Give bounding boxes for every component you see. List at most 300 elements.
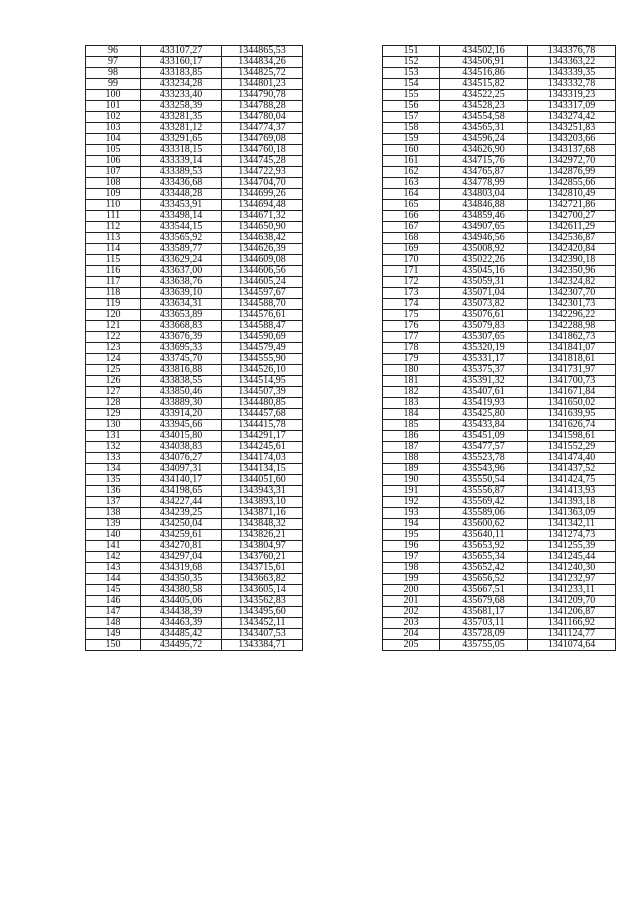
table-row [86, 398, 303, 409]
x-coordinate-cell: 435076,61 [440, 310, 528, 321]
point-number-cell: 98 [86, 68, 141, 79]
y-coordinate-cell: 1341552,29 [528, 442, 616, 453]
x-coordinate-cell: 433318,15 [141, 145, 222, 156]
y-coordinate-cell: 1343663,82 [222, 574, 303, 585]
point-number-cell: 188 [383, 453, 440, 464]
y-coordinate-cell: 1344769,08 [222, 134, 303, 145]
table-row [86, 68, 303, 79]
y-coordinate-cell: 1342420,84 [528, 244, 616, 255]
table-row [86, 354, 303, 365]
point-number-cell: 165 [383, 200, 440, 211]
point-number-cell: 168 [383, 233, 440, 244]
y-coordinate-cell: 1341166,92 [528, 618, 616, 629]
table-row [86, 530, 303, 541]
x-coordinate-cell: 434859,46 [440, 211, 528, 222]
table-row [383, 343, 616, 354]
point-number-cell: 159 [383, 134, 440, 145]
table-row [383, 123, 616, 134]
y-coordinate-cell: 1344245,61 [222, 442, 303, 453]
y-coordinate-cell: 1342972,70 [528, 156, 616, 167]
x-coordinate-cell: 434846,88 [440, 200, 528, 211]
table-row [86, 299, 303, 310]
coordinate-table-right [382, 45, 616, 651]
y-coordinate-cell: 1341209,70 [528, 596, 616, 607]
x-coordinate-cell: 434198,65 [141, 486, 222, 497]
y-coordinate-cell: 1343562,83 [222, 596, 303, 607]
point-number-cell: 102 [86, 112, 141, 123]
x-coordinate-cell: 435419,93 [440, 398, 528, 409]
table-row [383, 486, 616, 497]
x-coordinate-cell: 433453,91 [141, 200, 222, 211]
y-coordinate-cell: 1344576,61 [222, 310, 303, 321]
x-coordinate-cell: 435375,37 [440, 365, 528, 376]
y-coordinate-cell: 1343363,22 [528, 57, 616, 68]
y-coordinate-cell: 1342350,96 [528, 266, 616, 277]
point-number-cell: 169 [383, 244, 440, 255]
x-coordinate-cell: 433281,12 [141, 123, 222, 134]
table-row [383, 211, 616, 222]
table-row [383, 464, 616, 475]
point-number-cell: 174 [383, 299, 440, 310]
point-number-cell: 122 [86, 332, 141, 343]
x-coordinate-cell: 433850,46 [141, 387, 222, 398]
x-coordinate-cell: 434076,27 [141, 453, 222, 464]
x-coordinate-cell: 435320,19 [440, 343, 528, 354]
x-coordinate-cell: 435652,42 [440, 563, 528, 574]
x-coordinate-cell: 433629,24 [141, 255, 222, 266]
table-row [86, 178, 303, 189]
table-row [383, 387, 616, 398]
x-coordinate-cell: 435433,84 [440, 420, 528, 431]
y-coordinate-cell: 1344588,70 [222, 299, 303, 310]
x-coordinate-cell: 435523,78 [440, 453, 528, 464]
table-row [86, 596, 303, 607]
y-coordinate-cell: 1343137,68 [528, 145, 616, 156]
table-row [383, 90, 616, 101]
table-row [86, 321, 303, 332]
table-row [86, 453, 303, 464]
table-row [86, 343, 303, 354]
table-row [86, 618, 303, 629]
y-coordinate-cell: 1342301,73 [528, 299, 616, 310]
point-number-cell: 114 [86, 244, 141, 255]
y-coordinate-cell: 1342611,29 [528, 222, 616, 233]
x-coordinate-cell: 435589,06 [440, 508, 528, 519]
x-coordinate-cell: 435543,96 [440, 464, 528, 475]
y-coordinate-cell: 1344597,67 [222, 288, 303, 299]
y-coordinate-cell: 1343251,83 [528, 123, 616, 134]
point-number-cell: 176 [383, 321, 440, 332]
y-coordinate-cell: 1344606,56 [222, 266, 303, 277]
point-number-cell: 133 [86, 453, 141, 464]
point-number-cell: 118 [86, 288, 141, 299]
y-coordinate-cell: 1343943,31 [222, 486, 303, 497]
y-coordinate-cell: 1344699,26 [222, 189, 303, 200]
y-coordinate-cell: 1341074,64 [528, 640, 616, 651]
point-number-cell: 191 [383, 486, 440, 497]
table-row [383, 409, 616, 420]
x-coordinate-cell: 435640,11 [440, 530, 528, 541]
y-coordinate-cell: 1341206,87 [528, 607, 616, 618]
y-coordinate-cell: 1342810,49 [528, 189, 616, 200]
x-coordinate-cell: 433945,66 [141, 420, 222, 431]
table-row [383, 134, 616, 145]
table-row [383, 607, 616, 618]
y-coordinate-cell: 1343848,32 [222, 519, 303, 530]
x-coordinate-cell: 435728,09 [440, 629, 528, 640]
point-number-cell: 185 [383, 420, 440, 431]
point-number-cell: 129 [86, 409, 141, 420]
x-coordinate-cell: 434350,35 [141, 574, 222, 585]
point-number-cell: 120 [86, 310, 141, 321]
x-coordinate-cell: 435656,52 [440, 574, 528, 585]
table-row [86, 266, 303, 277]
y-coordinate-cell: 1342536,87 [528, 233, 616, 244]
table-row [86, 585, 303, 596]
x-coordinate-cell: 433291,65 [141, 134, 222, 145]
x-coordinate-cell: 434596,24 [440, 134, 528, 145]
table-row [86, 541, 303, 552]
y-coordinate-cell: 1343605,14 [222, 585, 303, 596]
table-row [86, 189, 303, 200]
table-row [86, 288, 303, 299]
table-row [383, 365, 616, 376]
table-row [383, 255, 616, 266]
table-row [383, 398, 616, 409]
x-coordinate-cell: 435550,54 [440, 475, 528, 486]
x-coordinate-cell: 434319,68 [141, 563, 222, 574]
y-coordinate-cell: 1343317,09 [528, 101, 616, 112]
point-number-cell: 198 [383, 563, 440, 574]
y-coordinate-cell: 1343495,60 [222, 607, 303, 618]
x-coordinate-cell: 434803,04 [440, 189, 528, 200]
coordinate-table-left [85, 45, 303, 651]
point-number-cell: 136 [86, 486, 141, 497]
x-coordinate-cell: 433695,33 [141, 343, 222, 354]
point-number-cell: 99 [86, 79, 141, 90]
point-number-cell: 157 [383, 112, 440, 123]
point-number-cell: 126 [86, 376, 141, 387]
x-coordinate-cell: 435451,09 [440, 431, 528, 442]
y-coordinate-cell: 1343760,21 [222, 552, 303, 563]
y-coordinate-cell: 1344650,90 [222, 222, 303, 233]
table-row [86, 167, 303, 178]
y-coordinate-cell: 1344579,49 [222, 343, 303, 354]
point-number-cell: 170 [383, 255, 440, 266]
point-number-cell: 115 [86, 255, 141, 266]
table-row [383, 475, 616, 486]
y-coordinate-cell: 1341626,74 [528, 420, 616, 431]
point-number-cell: 131 [86, 431, 141, 442]
y-coordinate-cell: 1344457,68 [222, 409, 303, 420]
table-row [383, 563, 616, 574]
table-row [383, 310, 616, 321]
point-number-cell: 103 [86, 123, 141, 134]
x-coordinate-cell: 435407,61 [440, 387, 528, 398]
table-row [86, 79, 303, 90]
point-number-cell: 186 [383, 431, 440, 442]
y-coordinate-cell: 1342307,70 [528, 288, 616, 299]
x-coordinate-cell: 434380,58 [141, 585, 222, 596]
point-number-cell: 152 [383, 57, 440, 68]
table-row [383, 431, 616, 442]
table-row [383, 266, 616, 277]
x-coordinate-cell: 434438,39 [141, 607, 222, 618]
point-number-cell: 200 [383, 585, 440, 596]
point-number-cell: 108 [86, 178, 141, 189]
y-coordinate-cell: 1341245,44 [528, 552, 616, 563]
x-coordinate-cell: 433653,89 [141, 310, 222, 321]
x-coordinate-cell: 433107,27 [141, 46, 222, 57]
table-row [86, 112, 303, 123]
point-number-cell: 163 [383, 178, 440, 189]
y-coordinate-cell: 1343274,42 [528, 112, 616, 123]
table-row [86, 145, 303, 156]
y-coordinate-cell: 1343452,11 [222, 618, 303, 629]
y-coordinate-cell: 1341342,11 [528, 519, 616, 530]
table-row [86, 574, 303, 585]
table-row [86, 475, 303, 486]
x-coordinate-cell: 434259,61 [141, 530, 222, 541]
table-row [86, 233, 303, 244]
table-row [86, 46, 303, 57]
y-coordinate-cell: 1342390,18 [528, 255, 616, 266]
table-row [86, 57, 303, 68]
x-coordinate-cell: 433589,77 [141, 244, 222, 255]
table-row [383, 618, 616, 629]
table-row [86, 497, 303, 508]
y-coordinate-cell: 1343804,97 [222, 541, 303, 552]
table-row [86, 255, 303, 266]
point-number-cell: 150 [86, 640, 141, 651]
table-row [383, 530, 616, 541]
table-row [383, 420, 616, 431]
x-coordinate-cell: 434522,25 [440, 90, 528, 101]
point-number-cell: 137 [86, 497, 141, 508]
x-coordinate-cell: 434565,31 [440, 123, 528, 134]
y-coordinate-cell: 1342876,99 [528, 167, 616, 178]
table-row [383, 101, 616, 112]
point-number-cell: 144 [86, 574, 141, 585]
y-coordinate-cell: 1344174,03 [222, 453, 303, 464]
point-number-cell: 143 [86, 563, 141, 574]
x-coordinate-cell: 433676,39 [141, 332, 222, 343]
table-row [86, 409, 303, 420]
point-number-cell: 151 [383, 46, 440, 57]
table-row [86, 310, 303, 321]
x-coordinate-cell: 435600,62 [440, 519, 528, 530]
table-row [383, 552, 616, 563]
x-coordinate-cell: 433544,15 [141, 222, 222, 233]
point-number-cell: 128 [86, 398, 141, 409]
y-coordinate-cell: 1344051,60 [222, 475, 303, 486]
point-number-cell: 195 [383, 530, 440, 541]
table-row [86, 640, 303, 651]
y-coordinate-cell: 1341437,52 [528, 464, 616, 475]
table-row [383, 167, 616, 178]
table-row [383, 288, 616, 299]
x-coordinate-cell: 434015,80 [141, 431, 222, 442]
table-row [383, 354, 616, 365]
table-row [86, 486, 303, 497]
y-coordinate-cell: 1344694,48 [222, 200, 303, 211]
y-coordinate-cell: 1344788,28 [222, 101, 303, 112]
y-coordinate-cell: 1342855,66 [528, 178, 616, 189]
table-row [383, 585, 616, 596]
table-row [383, 145, 616, 156]
point-number-cell: 202 [383, 607, 440, 618]
y-coordinate-cell: 1341363,09 [528, 508, 616, 519]
x-coordinate-cell: 434495,72 [141, 640, 222, 651]
point-number-cell: 130 [86, 420, 141, 431]
y-coordinate-cell: 1341671,84 [528, 387, 616, 398]
point-number-cell: 155 [383, 90, 440, 101]
y-coordinate-cell: 1342721,86 [528, 200, 616, 211]
table-row [383, 299, 616, 310]
coordinate-table-left-body [86, 46, 303, 651]
x-coordinate-cell: 433889,30 [141, 398, 222, 409]
x-coordinate-cell: 435045,16 [440, 266, 528, 277]
table-row [383, 79, 616, 90]
y-coordinate-cell: 1341240,30 [528, 563, 616, 574]
table-row [86, 101, 303, 112]
x-coordinate-cell: 435022,26 [440, 255, 528, 266]
point-number-cell: 109 [86, 189, 141, 200]
x-coordinate-cell: 433258,39 [141, 101, 222, 112]
point-number-cell: 205 [383, 640, 440, 651]
y-coordinate-cell: 1341731,97 [528, 365, 616, 376]
table-row [86, 244, 303, 255]
point-number-cell: 101 [86, 101, 141, 112]
y-coordinate-cell: 1344704,70 [222, 178, 303, 189]
x-coordinate-cell: 433816,88 [141, 365, 222, 376]
x-coordinate-cell: 433389,53 [141, 167, 222, 178]
y-coordinate-cell: 1341818,61 [528, 354, 616, 365]
y-coordinate-cell: 1344526,10 [222, 365, 303, 376]
point-number-cell: 182 [383, 387, 440, 398]
point-number-cell: 172 [383, 277, 440, 288]
point-number-cell: 196 [383, 541, 440, 552]
x-coordinate-cell: 433838,55 [141, 376, 222, 387]
table-row [383, 222, 616, 233]
point-number-cell: 106 [86, 156, 141, 167]
point-number-cell: 184 [383, 409, 440, 420]
x-coordinate-cell: 433565,92 [141, 233, 222, 244]
point-number-cell: 203 [383, 618, 440, 629]
y-coordinate-cell: 1344801,23 [222, 79, 303, 90]
table-row [86, 508, 303, 519]
point-number-cell: 132 [86, 442, 141, 453]
x-coordinate-cell: 435331,17 [440, 354, 528, 365]
point-number-cell: 167 [383, 222, 440, 233]
y-coordinate-cell: 1343332,78 [528, 79, 616, 90]
y-coordinate-cell: 1343384,71 [222, 640, 303, 651]
point-number-cell: 156 [383, 101, 440, 112]
y-coordinate-cell: 1344134,15 [222, 464, 303, 475]
point-number-cell: 194 [383, 519, 440, 530]
y-coordinate-cell: 1341862,73 [528, 332, 616, 343]
point-number-cell: 135 [86, 475, 141, 486]
x-coordinate-cell: 434516,86 [440, 68, 528, 79]
x-coordinate-cell: 434485,42 [141, 629, 222, 640]
y-coordinate-cell: 1344507,39 [222, 387, 303, 398]
x-coordinate-cell: 434038,83 [141, 442, 222, 453]
point-number-cell: 113 [86, 233, 141, 244]
table-row [383, 233, 616, 244]
point-number-cell: 197 [383, 552, 440, 563]
x-coordinate-cell: 435679,68 [440, 596, 528, 607]
y-coordinate-cell: 1344760,18 [222, 145, 303, 156]
point-number-cell: 141 [86, 541, 141, 552]
y-coordinate-cell: 1341598,61 [528, 431, 616, 442]
y-coordinate-cell: 1344671,32 [222, 211, 303, 222]
point-number-cell: 162 [383, 167, 440, 178]
point-number-cell: 201 [383, 596, 440, 607]
table-row [86, 607, 303, 618]
point-number-cell: 139 [86, 519, 141, 530]
table-row [383, 376, 616, 387]
x-coordinate-cell: 434405,06 [141, 596, 222, 607]
x-coordinate-cell: 433634,31 [141, 299, 222, 310]
x-coordinate-cell: 433233,40 [141, 90, 222, 101]
table-row [383, 57, 616, 68]
table-row [383, 244, 616, 255]
y-coordinate-cell: 1343407,53 [222, 629, 303, 640]
y-coordinate-cell: 1344609,08 [222, 255, 303, 266]
point-number-cell: 100 [86, 90, 141, 101]
table-row [86, 563, 303, 574]
point-number-cell: 117 [86, 277, 141, 288]
x-coordinate-cell: 433160,17 [141, 57, 222, 68]
table-row [383, 156, 616, 167]
table-row [383, 541, 616, 552]
point-number-cell: 127 [86, 387, 141, 398]
point-number-cell: 104 [86, 134, 141, 145]
x-coordinate-cell: 434778,99 [440, 178, 528, 189]
x-coordinate-cell: 434250,04 [141, 519, 222, 530]
y-coordinate-cell: 1343715,61 [222, 563, 303, 574]
x-coordinate-cell: 435059,31 [440, 277, 528, 288]
x-coordinate-cell: 434907,65 [440, 222, 528, 233]
table-row [86, 332, 303, 343]
point-number-cell: 193 [383, 508, 440, 519]
y-coordinate-cell: 1343871,16 [222, 508, 303, 519]
point-number-cell: 112 [86, 222, 141, 233]
table-row [86, 387, 303, 398]
y-coordinate-cell: 1341700,73 [528, 376, 616, 387]
y-coordinate-cell: 1344774,37 [222, 123, 303, 134]
y-coordinate-cell: 1341393,18 [528, 497, 616, 508]
y-coordinate-cell: 1341274,73 [528, 530, 616, 541]
table-row [86, 420, 303, 431]
table-row [86, 442, 303, 453]
x-coordinate-cell: 433234,28 [141, 79, 222, 90]
table-row [383, 519, 616, 530]
y-coordinate-cell: 1341474,40 [528, 453, 616, 464]
x-coordinate-cell: 433281,35 [141, 112, 222, 123]
table-row [86, 376, 303, 387]
table-row [383, 321, 616, 332]
x-coordinate-cell: 435655,34 [440, 552, 528, 563]
y-coordinate-cell: 1342288,98 [528, 321, 616, 332]
y-coordinate-cell: 1344865,53 [222, 46, 303, 57]
point-number-cell: 110 [86, 200, 141, 211]
y-coordinate-cell: 1344480,85 [222, 398, 303, 409]
y-coordinate-cell: 1341233,11 [528, 585, 616, 596]
point-number-cell: 158 [383, 123, 440, 134]
point-number-cell: 189 [383, 464, 440, 475]
table-row [383, 46, 616, 57]
